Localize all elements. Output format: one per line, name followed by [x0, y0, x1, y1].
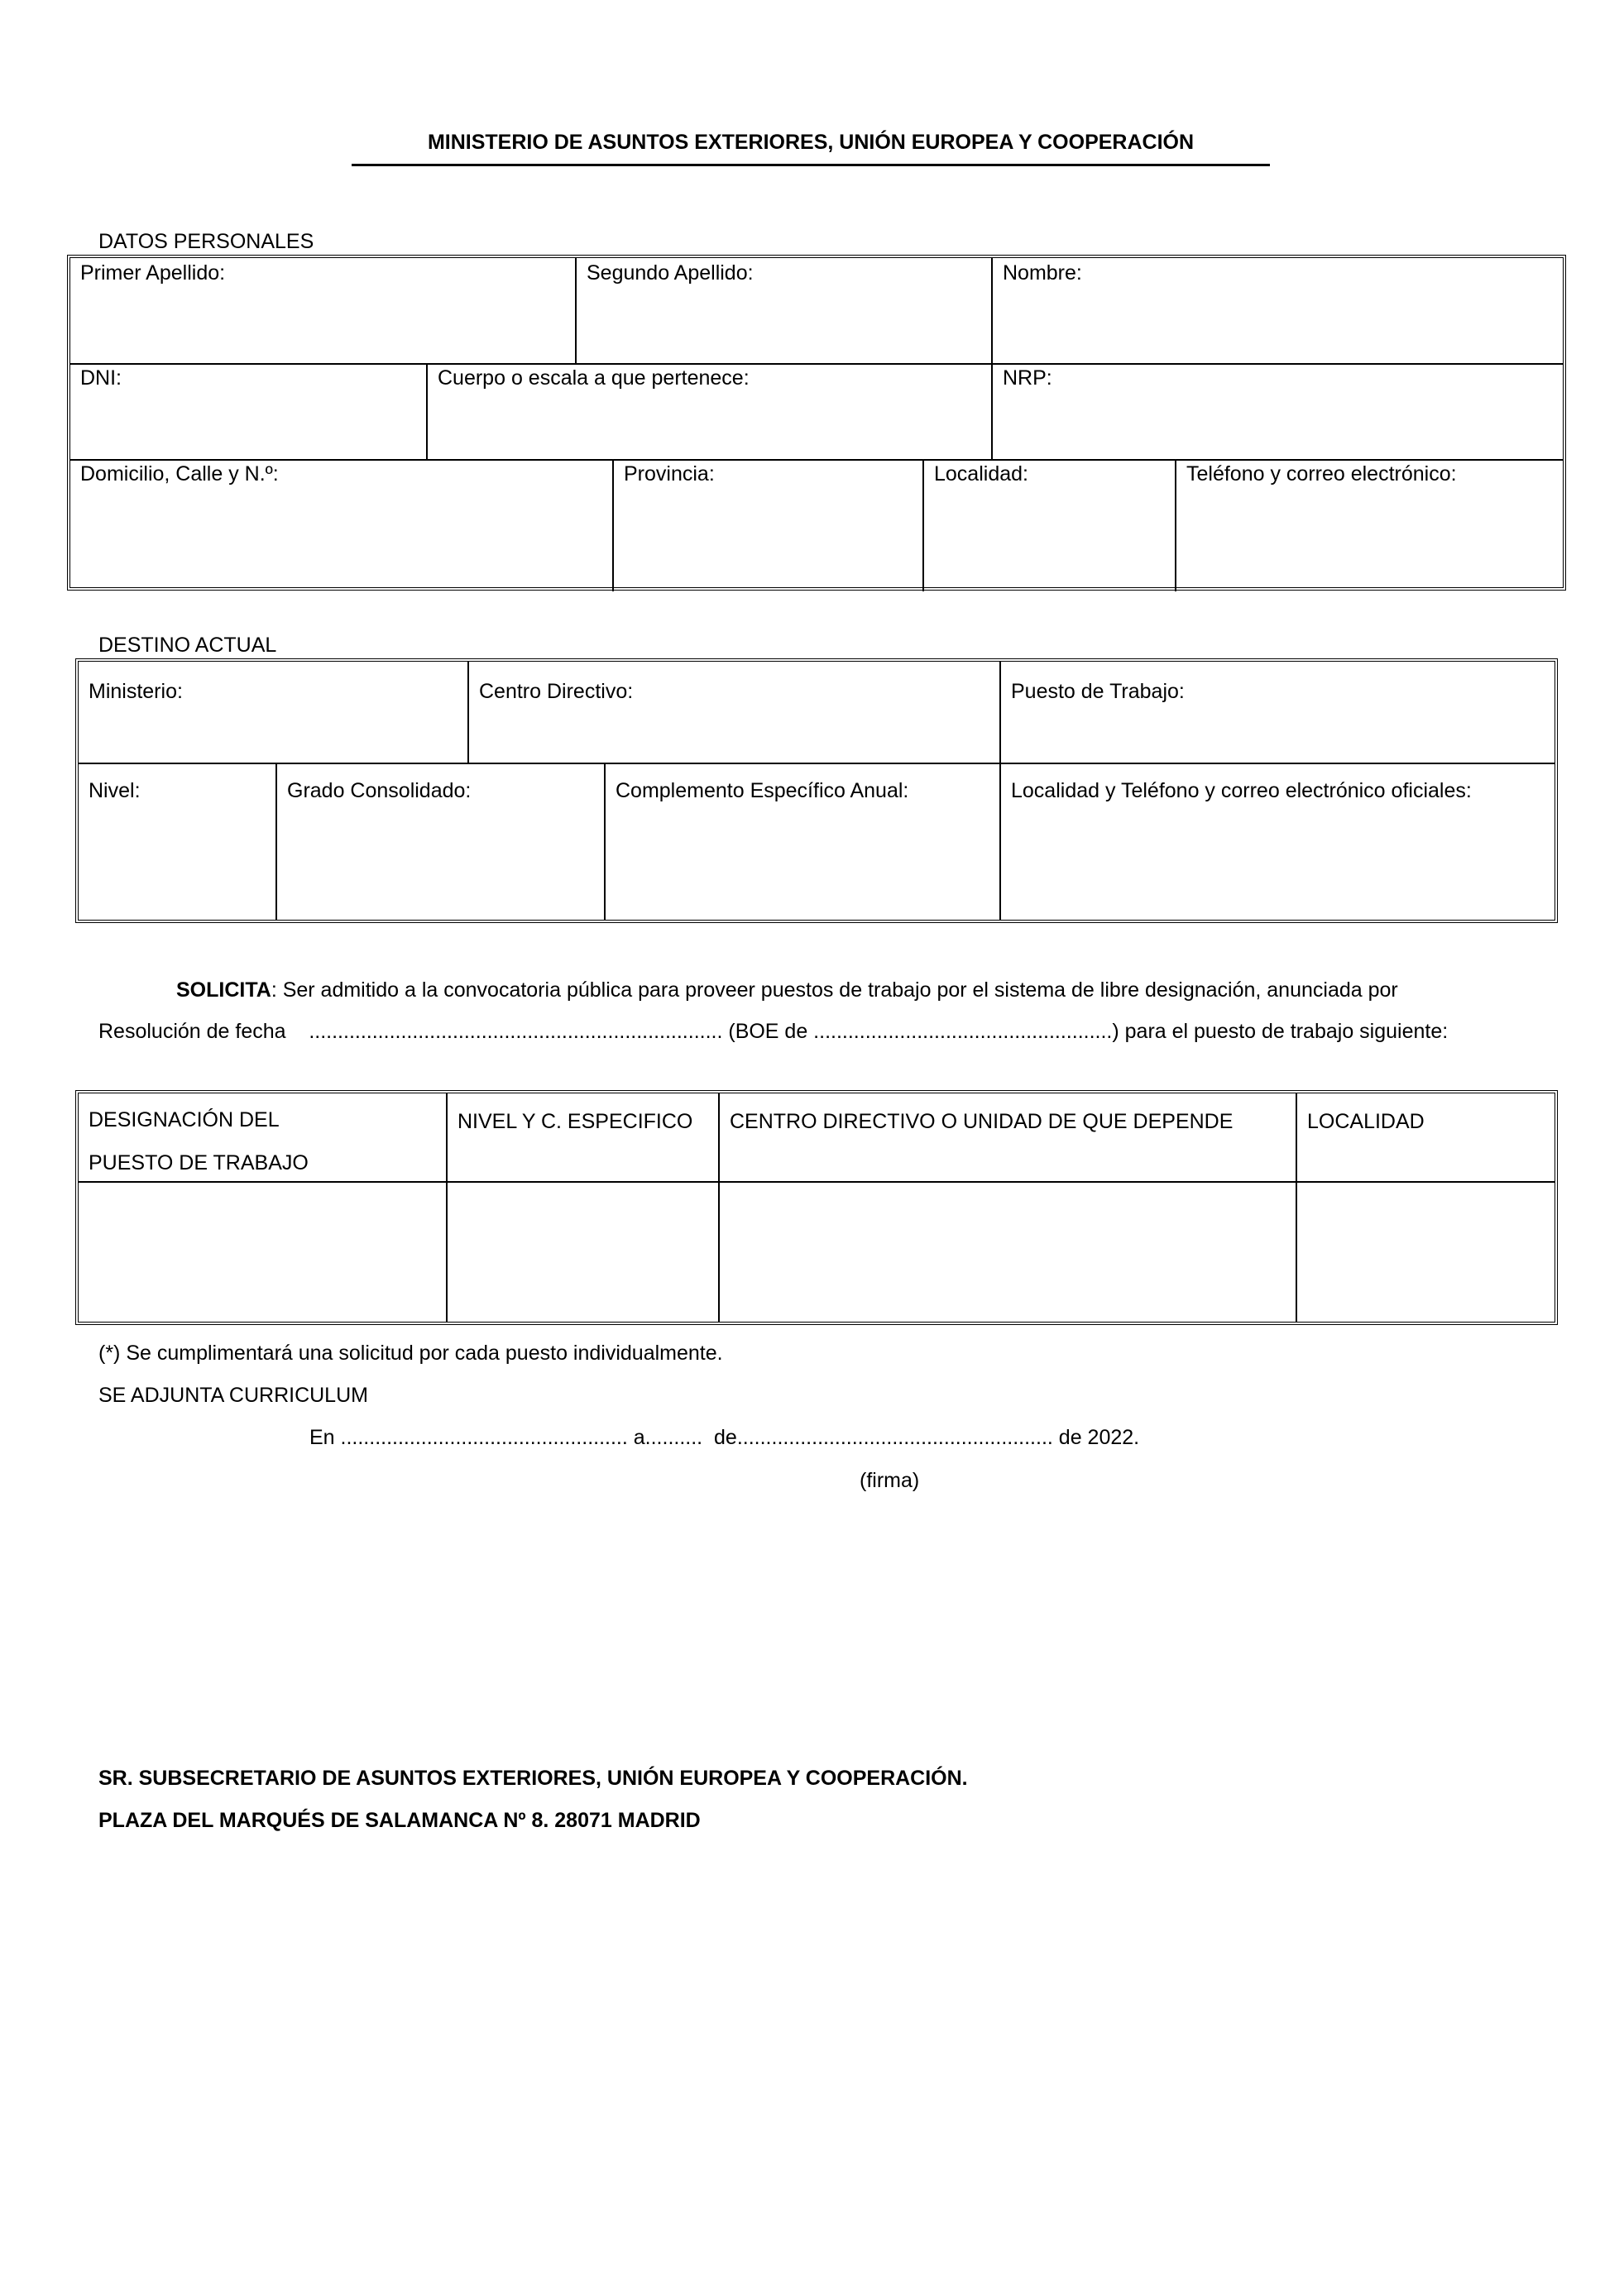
footer-address: PLAZA DEL MARQUÉS DE SALAMANCA Nº 8. 28071 MADRID [98, 1809, 701, 1832]
nrp-field[interactable]: NRP: [1003, 366, 1052, 390]
row-divider [70, 363, 1563, 365]
designacion-header [80, 1110, 436, 1174]
centro-directivo-field[interactable]: Centro Directivo: [479, 680, 634, 703]
col-divider [446, 1093, 448, 1323]
localidad-input-cell[interactable] [1299, 1184, 1551, 1321]
row-divider [79, 1181, 1555, 1183]
puesto-table [75, 1090, 1558, 1325]
designacion-header-line2: PUESTO DE TRABAJO [89, 1151, 309, 1174]
telefono-field[interactable]: Teléfono y correo electrónico: [1186, 462, 1457, 486]
destino-actual-heading: DESTINO ACTUAL [98, 634, 277, 657]
firma-label: (firma) [860, 1469, 920, 1492]
grado-consolidado-field[interactable]: Grado Consolidado: [287, 779, 472, 802]
fecha-line[interactable]: En .................................................. a.......... de....................................................... de 2022. [309, 1426, 1140, 1449]
nivel-field[interactable]: Nivel: [89, 779, 141, 802]
note-text: (*) Se cumplimentará una solicitud por cada puesto individualmente. [98, 1342, 723, 1365]
primer-apellido-field[interactable]: Primer Apellido: [80, 261, 226, 285]
provincia-field[interactable]: Provincia: [624, 462, 715, 486]
complemento-especifico-field[interactable]: Complemento Específico Anual: [616, 779, 909, 802]
centro-directivo-input-cell[interactable] [721, 1184, 1294, 1321]
datos-personales-table [67, 255, 1566, 591]
designacion-header-line1: DESIGNACIÓN DEL [89, 1108, 280, 1131]
solicita-label: SOLICITA [176, 978, 271, 1002]
col-divider [275, 763, 277, 921]
destino-actual-table [75, 658, 1558, 923]
solicita-paragraph [176, 978, 1398, 1002]
datos-personales-heading: DATOS PERSONALES [98, 230, 314, 253]
nivel-especifico-header: NIVEL Y C. ESPECIFICO [457, 1110, 693, 1133]
dni-field[interactable]: DNI: [80, 366, 122, 390]
col-divider [612, 459, 614, 591]
row-divider [79, 763, 1555, 764]
localidad-field[interactable]: Localidad: [934, 462, 1028, 486]
col-divider [426, 363, 428, 459]
nombre-field[interactable]: Nombre: [1003, 261, 1082, 285]
ministerio-field[interactable]: Ministerio: [89, 680, 183, 703]
segundo-apellido-field[interactable]: Segundo Apellido: [587, 261, 754, 285]
cuerpo-field[interactable]: Cuerpo o escala a que pertenece: [438, 366, 750, 390]
designacion-input-cell[interactable] [80, 1184, 444, 1321]
col-divider [991, 258, 993, 459]
col-divider [575, 258, 577, 363]
nivel-especifico-input-cell[interactable] [449, 1184, 716, 1321]
adjunta-curriculum: SE ADJUNTA CURRICULUM [98, 1384, 368, 1407]
row-divider [70, 459, 1563, 461]
centro-directivo-header: CENTRO DIRECTIVO O UNIDAD DE QUE DEPENDE [730, 1110, 1234, 1133]
solicita-text: : Ser admitido a la convocatoria pública para proveer puestos de trabajo por el sistema de libre designación, anunciada por [271, 978, 1398, 1002]
col-divider [1175, 459, 1176, 591]
puesto-trabajo-field[interactable]: Puesto de Trabajo: [1011, 680, 1185, 703]
footer-addressee: SR. SUBSECRETARIO DE ASUNTOS EXTERIORES, UNIÓN EUROPEA Y COOPERACIÓN. [98, 1767, 968, 1790]
col-divider [999, 662, 1001, 921]
localidad-telefono-oficial-field[interactable]: Localidad y Teléfono y correo electrónico oficiales: [1011, 779, 1472, 802]
col-divider [1296, 1093, 1297, 1323]
page-title: MINISTERIO DE ASUNTOS EXTERIORES, UNIÓN EUROPEA Y COOPERACIÓN [427, 131, 1195, 154]
title-underline [352, 164, 1270, 166]
col-divider [467, 662, 469, 763]
col-divider [718, 1093, 720, 1323]
domicilio-field[interactable]: Domicilio, Calle y N.º: [80, 462, 279, 486]
col-divider [922, 459, 924, 591]
localidad-header: LOCALIDAD [1307, 1110, 1425, 1133]
col-divider [604, 763, 606, 921]
resolucion-line: Resolución de fecha ........................................................................ (BOE de ....................................................) para el puesto de trabajo siguiente: [98, 1020, 1449, 1043]
